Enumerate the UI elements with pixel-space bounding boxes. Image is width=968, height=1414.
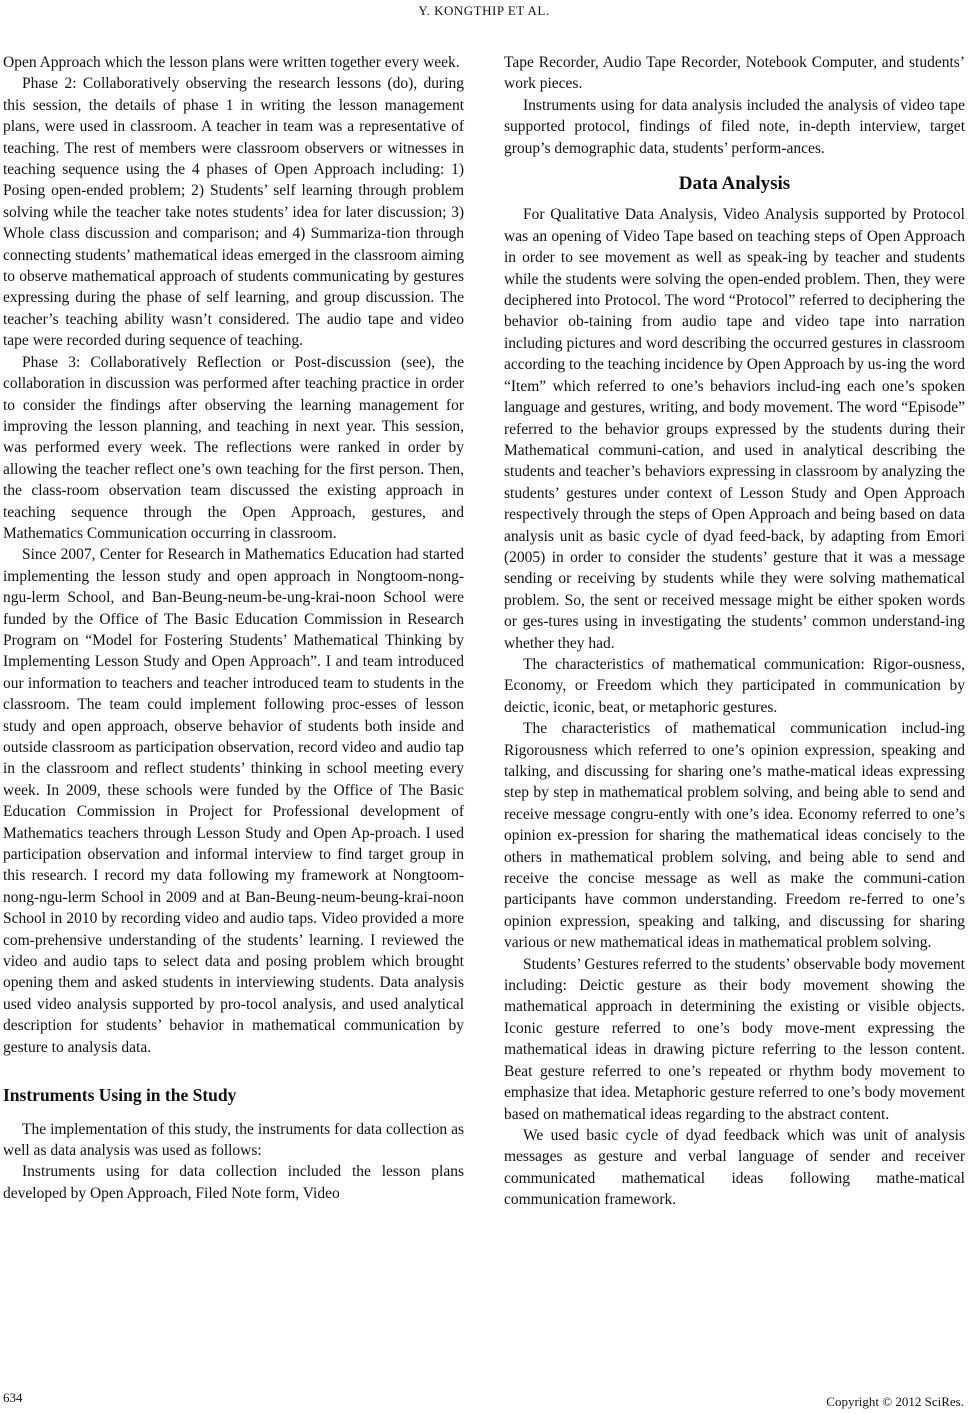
paragraph: The characteristics of mathematical communication includ-ing Rigorousness which referred to one’s opinion expression, speaking and talking, and discussing for sharing one’s mathe-matical ideas expressing step by step in mathematical problem solving, and being able to send and receive message congru-ently with one’s idea. Economy referred to one’s opinion ex-pression for sharing the mathematical ideas concisely to the others in mathematical problem solving, and being able to send and receive the concise message as well as make the communi-cation participants have common understanding. Freedom re-ferred to one’s opinion expression, speaking and talking, and discussing for sharing various or new mathematical ideas in mathematical problem solving.	[504, 720, 965, 952]
section-heading: Data Analysis	[678, 173, 791, 195]
running-header: Y. KONGTHIP ET AL.	[418, 3, 550, 18]
paragraph: Open Approach which the lesson plans were written together every week.	[3, 54, 460, 71]
paragraph: Students’ Gestures referred to the students’ observable body movement including: Deictic gesture as their body movement showing the mathematical approach in determining the existing or visible objects. Iconic gesture referred to one’s body move-ment expressing the mathematical ideas in drawing picture referring to the lesson content. Beat gesture referred to one’s repeated or rhythm body movement to emphasize that idea. Metaphoric gesture referred to one’s body movement based on mathematical ideas regarding to the abstract content.	[504, 955, 965, 1123]
paragraph: For Qualitative Data Analysis, Video Analysis supported by Protocol was an opening of Video Tape based on teaching steps of Open Approach in order to see movement as well as speak-ing by teacher and students while the students were solving the open-ended problem. Then, they were deciphered into Protocol. The word “Protocol” referred to deciphering the behavior ob-taining from audio tape and video tape into narration including pictures and word describing the occurred gestures in classroom according to the teaching incidence by Open Approach by us-ing the word “Item” which referred to one’s behaviors includ-ing each one’s spoken language and gestures, writing, and body movement. The word “Episode” referred to the behavior groups expressed by the students during their Mathematical communi-cation, and used in analytical describing the students and teacher’s behaviors expressing in classroom by analyzing the students’ gestures under context of Lesson Study and Open Approach respectively through the steps of Open Approach and being based on data analysis unit as basic cycle of dyad feed-back, by adapting from Emori (2005) in order to consider the students’ gesture that it was a message sending or receiving by students while they were solving mathematical problem. So, the sent or received message might be either spoken words or ges-tures using in investigating the students’ common understand-ing whether they had.	[504, 206, 965, 652]
paragraph: We used basic cycle of dyad feedback which was unit of analysis messages as gesture and verbal language of sender and receiver communicated mathematical ideas following mathe-matical communication framework.	[504, 1126, 965, 1209]
paragraph: The characteristics of mathematical communication: Rigor-ousness, Economy, or Freedom which they participated in communication by deictic, iconic, beat, or metaphoric gestures.	[504, 655, 965, 716]
right-column	[504, 52, 965, 1211]
paragraph: Instruments using for data analysis included the analysis of video tape supported protocol, findings of filed note, in-depth interview, target group’s demographic data, students’ perform-ances.	[504, 96, 965, 157]
paragraph: Phase 2: Collaboratively observing the research lessons (do), during this session, the details of phase 1 in writing the lesson management plans, were used in classroom. A teacher in team was a representative of teaching. The rest of members were classroom observers or witnesses in teaching sequence using the 4 phases of Open Approach including: 1) Posing open-ended problem; 2) Students’ self learning through problem solving while the teacher take notes students’ idea for later discussion; 3) Whole class discussion and comparison; and 4) Summariza-tion through connecting students’ mathematical ideas emerged in the classroom aiming to observe mathematical approach of students communicating by gestures expressing during the phase of self learning, and group discussion. The teacher’s teaching ability wasn’t considered. The audio tape and video tape were recorded during sequence of teaching.	[3, 75, 464, 350]
left-column	[3, 52, 464, 1204]
paragraph: Since 2007, Center for Research in Mathematics Education had started implementing the lesson study and open approach in Nongtoom-nong-ngu-lerm School, and Ban-Beung-neum-be-ung-krai-noon School were funded by the Office of The Basic Education Commission in Research Program on “Model for Fostering Students’ Mathematical Thinking by Implementing Lesson Study and Open Approach”. I and team introduced our information to teachers and teacher introduced team to students in the classroom. The team could implement following proc-esses of lesson study and open approach, observe behavior of students both inside and outside classroom as participation observation, record video and audio tap in the classroom and reflect students’ thinking in school meeting every week. In 2009, these schools were funded by the Office of The Basic Education Commission in Project for Professional development of Mathematics teachers through Lesson Study and Open Ap-proach. I used participation observation and informal interview to find target group in this research. I record my data following my framework at Nongtoom-nong-ngu-lerm School in 2009 and at Ban-Beung-neum-beung-krai-noon School in 2010 by recording video and audio taps. Video provided a more com-prehensive understanding of the students’ learning. I reviewed the video and audio taps to select data and posing problem which brought opening them and asked students in interviewing students. Data analysis used video analysis supported by pro-tocol analysis, and used analytical description for students’ behavior in mathematical communication by gesture to analysis data.	[3, 546, 464, 1056]
paragraph: Tape Recorder, Audio Tape Recorder, Notebook Computer, and students’ work pieces.	[504, 54, 965, 93]
paragraph: The implementation of this study, the instruments for data collection as well as data analysis was used as follows:	[3, 1120, 464, 1159]
paragraph: Phase 3: Collaboratively Reflection or Post-discussion (see), the collaboration in discussion was performed after teaching practice in order to consider the findings after observing the learning management for improving the lesson planning, and teaching in next year. This session, was performed every week. The reflections were ranked in order by allowing the teacher reflect one’s own teaching for the first person. Then, the class-room observation team discussed the existing approach in teaching sequence through the Open Approach, gestures, and Mathematics Communication occurring in classroom.	[3, 353, 464, 542]
copyright-notice: Copyright © 2012 SciRes.	[826, 1394, 964, 1409]
section-heading: Instruments Using in the Study	[3, 1085, 237, 1106]
paragraph: Instruments using for data collection included the lesson plans developed by Open Approach, Filed Note form, Video	[3, 1163, 464, 1202]
page-number: 634	[3, 1390, 23, 1405]
